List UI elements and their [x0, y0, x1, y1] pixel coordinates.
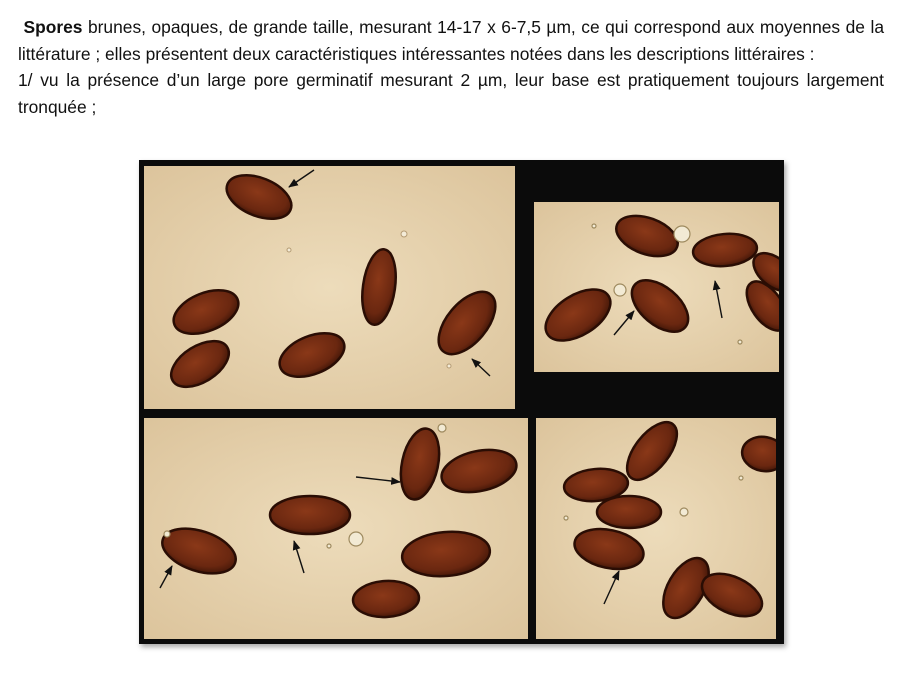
micrograph-panel-bottom-right: [536, 418, 776, 639]
paragraph-pore: 1/ vu la présence d’un large pore germinatif mesurant 2 µm, leur base est pratiquement toujours largement tronquée ;: [18, 70, 884, 117]
debris-dot: [438, 424, 446, 432]
spores-bold-term: Spores: [23, 17, 83, 37]
debris-dot: [592, 224, 596, 228]
debris-dot: [614, 284, 626, 296]
debris-dot: [739, 476, 743, 480]
debris-dot: [564, 516, 568, 520]
spore: [270, 496, 350, 534]
micrograph-panel-top-left: [144, 166, 515, 409]
spore-micrograph-figure: [139, 160, 784, 644]
micrograph-panel-bottom-left: [144, 418, 528, 639]
debris-dot: [680, 508, 688, 516]
spore: [597, 496, 661, 528]
debris-dot: [349, 532, 363, 546]
micrograph-panel-top-right: [534, 202, 779, 372]
description-text: [18, 14, 884, 120]
paragraph-spores: [18, 14, 884, 67]
paragraph-spores-body: brunes, opaques, de grande taille, mesurant 14-17 x 6-7,5 µm, ce qui correspond aux moyennes de la littérature ; elles présentent deux caractéristiques intéressantes notées dans les descriptions littéraires :: [18, 17, 884, 64]
debris-dot: [674, 226, 690, 242]
debris-dot: [164, 531, 170, 537]
debris-dot: [447, 364, 451, 368]
debris-dot: [401, 231, 407, 237]
debris-dot: [287, 248, 291, 252]
debris-dot: [327, 544, 331, 548]
debris-dot: [738, 340, 742, 344]
